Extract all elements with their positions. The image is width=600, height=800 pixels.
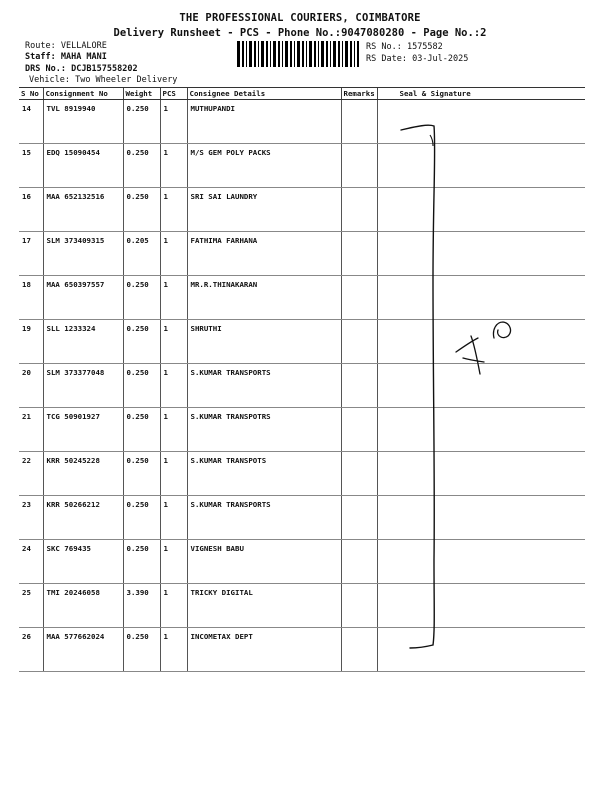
row-remarks — [341, 364, 377, 408]
row-weight: 0.250 — [123, 320, 160, 364]
table-row — [19, 320, 585, 364]
row-pcs: 1 — [160, 100, 187, 144]
col-pcs-header: PCS — [160, 88, 187, 100]
row-pcs: 1 — [160, 320, 187, 364]
rs-date-label: RS Date: — [366, 54, 407, 64]
row-consignee: S.KUMAR TRANSPORTS — [187, 364, 341, 408]
table-row — [19, 276, 585, 320]
table-row — [19, 364, 585, 408]
barcode-bar — [297, 41, 300, 67]
route-value: VELLALORE — [60, 41, 107, 51]
table-row — [19, 232, 585, 276]
row-weight: 0.205 — [123, 232, 160, 276]
row-consignment-no: SKC 769435 — [43, 540, 123, 584]
row-pcs: 1 — [160, 628, 187, 672]
row-remarks — [341, 100, 377, 144]
barcode-bar — [326, 41, 328, 67]
row-consignee: TRICKY DIGITAL — [187, 584, 341, 628]
rs-no-line — [366, 42, 443, 52]
row-consignment-no: SLL 1233324 — [43, 320, 123, 364]
vehicle-line — [29, 75, 177, 85]
table-header-row — [19, 88, 585, 100]
runsheet-table — [19, 87, 585, 672]
row-pcs: 1 — [160, 540, 187, 584]
barcode-bar — [246, 41, 247, 67]
row-sno: 19 — [19, 320, 43, 364]
row-weight: 0.250 — [123, 408, 160, 452]
row-pcs: 1 — [160, 364, 187, 408]
row-sno: 20 — [19, 364, 43, 408]
row-sno: 14 — [19, 100, 43, 144]
row-sno: 21 — [19, 408, 43, 452]
row-weight: 3.390 — [123, 584, 160, 628]
drs-line — [25, 64, 138, 74]
row-signature — [377, 100, 585, 144]
barcode-bar — [294, 41, 295, 67]
rs-no-value: 1575582 — [406, 42, 443, 52]
row-consignment-no: SLM 373377048 — [43, 364, 123, 408]
barcode-bar — [290, 41, 292, 67]
row-consignee: M/S GEM POLY PACKS — [187, 144, 341, 188]
row-pcs: 1 — [160, 584, 187, 628]
row-signature — [377, 320, 585, 364]
table-row — [19, 584, 585, 628]
row-remarks — [341, 276, 377, 320]
row-signature — [377, 144, 585, 188]
row-consignee: SHRUTHI — [187, 320, 341, 364]
row-consignee: S.KUMAR TRANSPOTS — [187, 452, 341, 496]
row-consignee: S.KUMAR TRANSPORTS — [187, 496, 341, 540]
barcode-bar — [321, 41, 324, 67]
row-remarks — [341, 452, 377, 496]
row-sno: 17 — [19, 232, 43, 276]
row-consignee: INCOMETAX DEPT — [187, 628, 341, 672]
row-signature — [377, 452, 585, 496]
col-remarks-header: Remarks — [341, 88, 377, 100]
col-consignee-header: Consignee Details — [187, 88, 341, 100]
row-consignee: MR.R.THINAKARAN — [187, 276, 341, 320]
row-sno: 18 — [19, 276, 43, 320]
row-consignment-no: KRR 50266212 — [43, 496, 123, 540]
barcode-bar — [285, 41, 288, 67]
col-sno-header: S No — [19, 88, 43, 100]
row-signature — [377, 232, 585, 276]
rs-no-label: RS No.: — [366, 42, 402, 52]
row-signature — [377, 188, 585, 232]
barcode-bar — [237, 41, 240, 67]
row-pcs: 1 — [160, 232, 187, 276]
runsheet-title: Delivery Runsheet - PCS - Phone No.:9047080280 - Page No.:2 — [113, 27, 487, 39]
route-line — [25, 41, 107, 51]
row-remarks — [341, 188, 377, 232]
row-weight: 0.250 — [123, 100, 160, 144]
route-label: Route: — [25, 41, 56, 51]
row-consignment-no: MAA 652132516 — [43, 188, 123, 232]
row-signature — [377, 628, 585, 672]
row-sno: 25 — [19, 584, 43, 628]
barcode-image — [237, 41, 359, 67]
row-consignee: MUTHUPANDI — [187, 100, 341, 144]
row-weight: 0.250 — [123, 628, 160, 672]
col-weight-header: Weight — [123, 88, 160, 100]
row-consignee: S.KUMAR TRANSPOTRS — [187, 408, 341, 452]
row-signature — [377, 540, 585, 584]
barcode-bar — [342, 41, 343, 67]
barcode-bar — [357, 41, 359, 67]
vehicle-value: Two Wheeler Delivery — [75, 75, 178, 85]
table-row — [19, 452, 585, 496]
row-weight: 0.250 — [123, 276, 160, 320]
row-remarks — [341, 628, 377, 672]
barcode-bar — [258, 41, 259, 67]
row-consignment-no: TMI 20246058 — [43, 584, 123, 628]
table-row — [19, 496, 585, 540]
barcode-bar — [354, 41, 355, 67]
row-sno: 22 — [19, 452, 43, 496]
table-row — [19, 628, 585, 672]
barcode-bar — [278, 41, 280, 67]
barcode-bar — [302, 41, 304, 67]
barcode-bar — [330, 41, 331, 67]
row-remarks — [341, 584, 377, 628]
rs-date-value: 03-Jul-2025 — [412, 54, 469, 64]
row-weight: 0.250 — [123, 496, 160, 540]
table-body — [19, 100, 585, 672]
company-name: THE PROFESSIONAL COURIERS, COIMBATORE — [179, 12, 421, 24]
row-consignment-no: TVL 8919940 — [43, 100, 123, 144]
row-weight: 0.250 — [123, 540, 160, 584]
row-pcs: 1 — [160, 188, 187, 232]
barcode-bar — [282, 41, 283, 67]
row-sno: 26 — [19, 628, 43, 672]
staff-line — [25, 52, 107, 62]
table-row — [19, 188, 585, 232]
row-consignment-no: MAA 650397557 — [43, 276, 123, 320]
row-pcs: 1 — [160, 496, 187, 540]
barcode-bar — [314, 41, 316, 67]
row-signature — [377, 276, 585, 320]
barcode-bar — [273, 41, 276, 67]
drs-value: DCJB157558202 — [71, 64, 138, 74]
drs-label: DRS No.: — [25, 64, 66, 74]
barcode-bar — [309, 41, 312, 67]
row-remarks — [341, 408, 377, 452]
row-pcs: 1 — [160, 276, 187, 320]
row-sno: 16 — [19, 188, 43, 232]
barcode-bar — [270, 41, 271, 67]
row-sno: 23 — [19, 496, 43, 540]
row-signature — [377, 496, 585, 540]
row-signature — [377, 408, 585, 452]
row-consignee: VIGNESH BABU — [187, 540, 341, 584]
row-signature — [377, 364, 585, 408]
vehicle-label: Vehicle: — [29, 75, 70, 85]
row-consignee: FATHIMA FARHANA — [187, 232, 341, 276]
barcode-bar — [254, 41, 256, 67]
row-remarks — [341, 144, 377, 188]
barcode-bar — [306, 41, 307, 67]
table-row — [19, 100, 585, 144]
barcode-bar — [318, 41, 319, 67]
barcode-bar — [266, 41, 268, 67]
barcode-bar — [338, 41, 340, 67]
row-weight: 0.250 — [123, 452, 160, 496]
row-sno: 15 — [19, 144, 43, 188]
rs-date-line — [366, 54, 468, 64]
row-weight: 0.250 — [123, 188, 160, 232]
row-pcs: 1 — [160, 408, 187, 452]
col-signature-header: Seal & Signature — [377, 88, 585, 100]
barcode-bar — [350, 41, 352, 67]
row-sno: 24 — [19, 540, 43, 584]
row-consignment-no: TCG 50901927 — [43, 408, 123, 452]
barcode-bar — [333, 41, 336, 67]
row-consignment-no: KRR 50245228 — [43, 452, 123, 496]
row-consignment-no: EDQ 15090454 — [43, 144, 123, 188]
col-consignment-header: Consignment No — [43, 88, 123, 100]
row-weight: 0.250 — [123, 364, 160, 408]
staff-label: Staff: — [25, 52, 56, 62]
row-pcs: 1 — [160, 144, 187, 188]
row-remarks — [341, 540, 377, 584]
row-consignee: SRI SAI LAUNDRY — [187, 188, 341, 232]
row-weight: 0.250 — [123, 144, 160, 188]
row-remarks — [341, 232, 377, 276]
barcode-bar — [242, 41, 244, 67]
table-row — [19, 144, 585, 188]
row-remarks — [341, 496, 377, 540]
staff-value: MAHA MANI — [60, 52, 107, 62]
row-pcs: 1 — [160, 452, 187, 496]
barcode-bar — [261, 41, 264, 67]
table-row — [19, 540, 585, 584]
table-row — [19, 408, 585, 452]
row-consignment-no: MAA 577662024 — [43, 628, 123, 672]
row-consignment-no: SLM 373409315 — [43, 232, 123, 276]
row-remarks — [341, 320, 377, 364]
barcode-bar — [249, 41, 252, 67]
row-signature — [377, 584, 585, 628]
barcode-bar — [345, 41, 348, 67]
